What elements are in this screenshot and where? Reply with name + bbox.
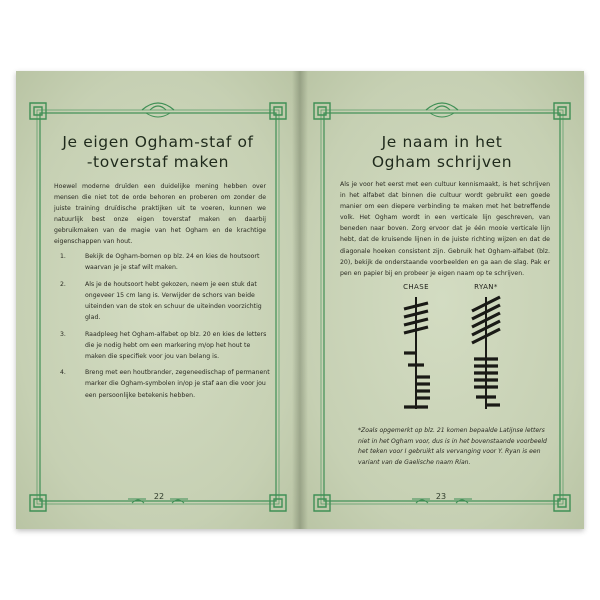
title-line-2: -toverstaf maken	[86, 153, 230, 171]
step-item: 2. Als je de houtsoort hebt gekozen, neem je een stuk dat ongeveer 15 cm lang is. Verwijder de schors van beide uiteinden van de stok en schuur de uiteinden voorzichtig glad.	[60, 280, 262, 321]
title-line-1: Je eigen Ogham-staf of	[62, 133, 254, 151]
page-number: 22	[153, 492, 165, 501]
book-gutter	[292, 71, 308, 529]
intro-paragraph: Als je voor het eerst met een cultuur kennismaakt, is het schrijven in het alfabet dat binnen die cultuur wordt gebruikt een goede manier om een diepere verbinding te maken met het betreffende volk. Het Ogham wordt in een verticale lijn geschreven, van beneden naar boven. Zorg ervoor dat je één mooie verticale lijn hebt, dat de kruisende lijnen in de juiste richting wijzen en dat de diagonale hoeken consistent zijn. Gebruik het Ogham-alfabet (blz. 20), bekijk de onderstaande voorbeelden en ga aan de slag. Pak er pen en papier bij en probeer je eigen naam op te schrijven.	[340, 181, 550, 277]
example-label-chase: CHASE	[403, 283, 429, 291]
page-title	[16, 132, 300, 172]
footnote: *Zoals opgemerkt op blz. 21 komen bepaalde Latijnse letters niet in het Ogham voor, dus is in het bovenstaande voorbeeld het teken voor I gebruikt als vervanging voor Y. Ryan is een variant van de Gaelische naam Rían.	[358, 427, 547, 466]
page-number: 23	[435, 492, 447, 501]
book-spread	[16, 71, 584, 529]
step-item: 3. Raadpleeg het Ogham-alfabet op blz. 20 en kies de letters die je nodig hebt om een markering m/op het hout te maken die specifiek voor jou van belang is.	[60, 330, 267, 360]
title-line-1: Je naam in het	[381, 133, 503, 151]
title-line-2: Ogham schrijven	[371, 153, 513, 171]
right-page	[300, 71, 584, 529]
steps-list	[60, 251, 272, 406]
intro-paragraph: Hoewel moderne druïden een duidelijke mening hebben over mensen die niet tot de orde behoren en proberen om zonder de juiste training druïdische praktijken uit te voeren, kunnen we natuurlijk best onze eigen toverstaf maken en daarbij gebruikmaken van de magie van het Ogham en de krachtige eigenschappen van hout.	[54, 183, 266, 246]
ogham-chase-glyph	[404, 297, 430, 409]
ogham-ryan-glyph	[472, 297, 500, 409]
step-item: 4. Breng met een houtbrander, zegeneedischap of permanent marker die Ogham-symbolen in/op je staf aan die voor jou een persoonlijke betekenis hebben.	[60, 369, 270, 399]
left-page	[16, 71, 300, 529]
example-label-ryan: RYAN*	[474, 283, 498, 291]
step-item: 1. Bekijk de Ogham-bomen op blz. 24 en kies de houtsoort waarvan je je staf wilt maken.	[60, 253, 260, 272]
